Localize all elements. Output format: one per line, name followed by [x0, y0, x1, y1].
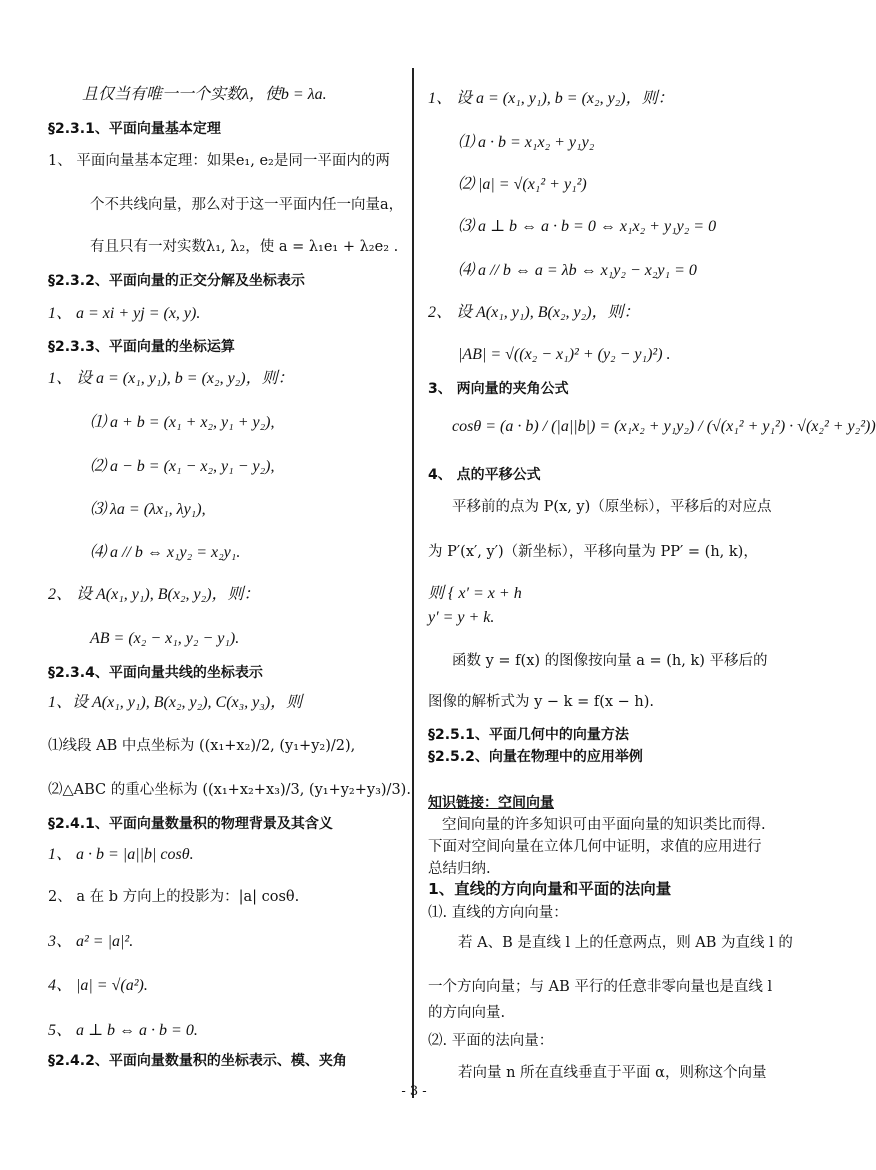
right-line-9: 4、 点的平移公式 — [428, 467, 541, 483]
right-line-4: ⑷ a // b ⇔ a = λb ⇔ x₁y₂ − x₂y₁ = 0 — [458, 262, 697, 279]
left-line-2: 1、 平面向量基本定理：如果e₁, e₂是同一平面内的两 — [48, 153, 390, 169]
column-divider — [412, 68, 414, 1098]
right-line-12: 则 { x′ = x + h — [428, 585, 522, 602]
right-line-19: 空间向量的许多知识可由平面向量的知识类比而得. — [442, 817, 766, 833]
left-line-9: ⑴ a + b = (x₁ + x₂, y₁ + y₂), — [90, 414, 275, 431]
right-line-20: 下面对空间向量在立体几何中证明，求值的应用进行 — [428, 839, 762, 855]
left-line-17: ⑴线段 AB 中点坐标为 ((x₁+x₂)/2, (y₁+y₂)/2), — [48, 738, 356, 754]
left-line-5: §2.3.2、平面向量的正交分解及坐标表示 — [48, 273, 305, 289]
left-line-25: §2.4.2、平面向量数量积的坐标表示、模、夹角 — [48, 1053, 347, 1069]
left-line-14: AB = (x₂ − x₁, y₂ − y₁). — [90, 630, 240, 647]
right-line-28: 若向量 n 所在直线垂直于平面 α，则称这个向量 — [458, 1065, 767, 1081]
right-line-25: 一个方向向量；与 AB 平行的任意非零向量也是直线 l — [428, 979, 773, 995]
left-line-10: ⑵ a − b = (x₁ − x₂, y₁ − y₂), — [90, 458, 275, 475]
right-line-1: ⑴ a · b = x₁x₂ + y₁y₂ — [458, 134, 595, 151]
left-line-12: ⑷ a // b ⇔ x₁y₂ = x₂y₁. — [90, 544, 241, 561]
left-line-6: 1、 a = xi + yj = (x, y). — [48, 305, 201, 322]
right-line-22: 1、直线的方向向量和平面的法向量 — [428, 880, 672, 898]
right-line-7: 3、 两向量的夹角公式 — [428, 381, 569, 397]
left-line-24: 5、 a ⊥ b ⇔ a · b = 0. — [48, 1022, 198, 1039]
right-line-6: |AB| = √((x₂ − x₁)² + (y₂ − y₁)²) . — [458, 346, 671, 363]
right-line-26: 的方向向量. — [428, 1005, 506, 1021]
left-line-1: §2.3.1、平面向量基本定理 — [48, 121, 221, 137]
left-line-4: 有且只有一对实数λ₁, λ₂，使 a = λ₁e₁ + λ₂e₂ . — [90, 239, 399, 255]
left-line-19: §2.4.1、平面向量数量积的物理背景及其含义 — [48, 816, 333, 832]
left-line-23: 4、 |a| = √(a²). — [48, 977, 148, 994]
right-line-0: 1、 设 a = (x₁, y₁), b = (x₂, y₂)，则： — [428, 90, 674, 107]
left-line-20: 1、 a · b = |a||b| cosθ. — [48, 846, 194, 863]
right-line-16: §2.5.1、平面几何中的向量方法 — [428, 727, 629, 743]
right-line-17: §2.5.2、向量在物理中的应用举例 — [428, 749, 643, 765]
left-line-13: 2、 设 A(x₁, y₁), B(x₂, y₂)，则： — [48, 586, 260, 603]
right-line-27: ⑵. 平面的法向量： — [428, 1033, 554, 1049]
left-line-3: 个不共线向量，那么对于这一平面内任一向量a， — [90, 197, 404, 213]
right-line-2: ⑵ |a| = √(x₁² + y₁²) — [458, 176, 587, 193]
left-line-18: ⑵△ABC 的重心坐标为 ((x₁+x₂+x₃)/3, (y₁+y₂+y₃)/3). — [48, 782, 411, 798]
right-line-3: ⑶ a ⊥ b ⇔ a · b = 0 ⇔ x₁x₂ + y₁y₂ = 0 — [458, 218, 717, 235]
right-line-13: y′ = y + k. — [428, 609, 495, 626]
right-line-5: 2、 设 A(x₁, y₁), B(x₂, y₂)，则： — [428, 304, 640, 321]
left-line-21: 2、 a 在 b 方向上的投影为：|a| cosθ. — [48, 889, 300, 905]
right-line-18: 知识链接：空间向量 — [428, 795, 554, 811]
left-line-16: 1、设 A(x₁, y₁), B(x₂, y₂), C(x₃, y₃)，则 — [48, 694, 303, 711]
left-line-0: 且仅当有唯一一个实数λ，使b = λa. — [82, 86, 327, 103]
right-line-24: 若 A、B 是直线 l 上的任意两点，则 AB 为直线 l 的 — [458, 935, 793, 951]
left-line-15: §2.3.4、平面向量共线的坐标表示 — [48, 665, 263, 681]
right-line-15: 图像的解析式为 y − k = f(x − h). — [428, 694, 654, 710]
right-line-11: 为 P′(x′, y′)（新坐标），平移向量为 PP′ = (h, k)， — [428, 544, 758, 560]
left-line-8: 1、 设 a = (x₁, y₁), b = (x₂, y₂)，则： — [48, 370, 294, 387]
left-line-22: 3、 a² = |a|². — [48, 933, 134, 950]
right-line-10: 平移前的点为 P(x, y)（原坐标），平移后的对应点 — [452, 499, 772, 515]
right-line-14: 函数 y = f(x) 的图像按向量 a = (h, k) 平移后的 — [452, 653, 768, 669]
right-line-21: 总结归纳. — [428, 861, 491, 877]
right-line-8: cosθ = (a · b) / (|a||b|) = (x₁x₂ + y₁y₂) / (√(x₁² + y₁²) · √(x₂² + y₂²)) — [452, 418, 876, 435]
right-line-23: ⑴. 直线的方向向量： — [428, 905, 568, 921]
page-number: - 3 - — [401, 1084, 427, 1099]
left-line-11: ⑶ λa = (λx₁, λy₁), — [90, 501, 206, 518]
left-line-7: §2.3.3、平面向量的坐标运算 — [48, 339, 235, 355]
